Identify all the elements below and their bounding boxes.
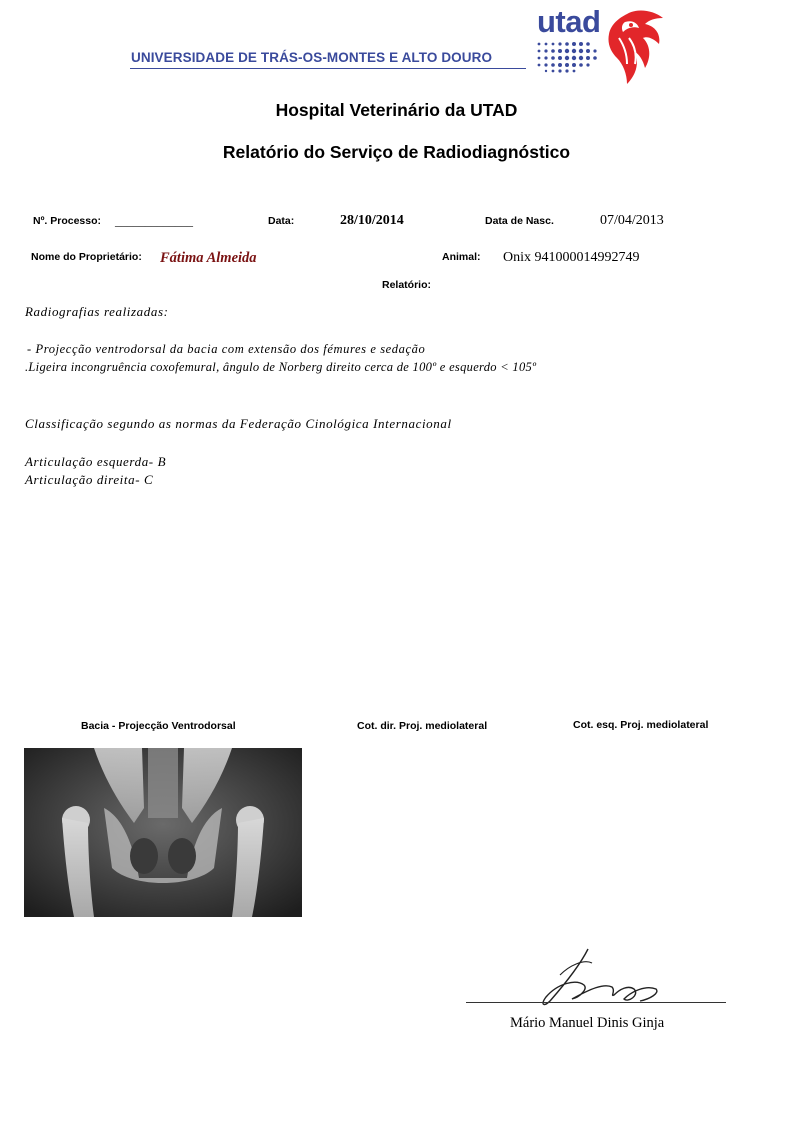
proprietario-value: Fátima Almeida [160, 250, 257, 266]
body-line-3: .Ligeira incongruência coxofemural, ângulo de Norberg direito cerca de 100º e esquerdo < 105º [25, 360, 537, 374]
body-line-5: Articulação esquerda- B [25, 454, 167, 469]
header-rule [130, 68, 526, 69]
nasc-value: 07/04/2013 [600, 213, 664, 228]
utad-logo-text: utad [537, 4, 601, 39]
pelvis-xray-image [24, 748, 302, 917]
animal-label: Animal: [442, 251, 481, 263]
relatorio-label: Relatório: [382, 279, 432, 291]
signature-line [466, 1002, 726, 1003]
body-line-1: Radiografias realizadas: [25, 304, 169, 319]
signature-icon [500, 945, 670, 1010]
data-value: 28/10/2014 [340, 213, 404, 228]
animal-value: Onix 941000014992749 [503, 250, 640, 265]
body-line-6: Articulação direita- C [25, 472, 154, 487]
nasc-label: Data de Nasc. [485, 215, 554, 227]
utad-dots-icon [536, 40, 606, 74]
processo-label: Nº. Processo: [33, 215, 102, 227]
body-line-2: - Projecção ventrodorsal da bacia com extensão dos fémures e sedação [27, 342, 426, 356]
university-name: UNIVERSIDADE DE TRÁS-OS-MONTES E ALTO DOURO [131, 50, 493, 65]
data-label: Data: [268, 215, 295, 227]
caption-bacia: Bacia - Projecção Ventrodorsal [81, 720, 236, 732]
hospital-title: Hospital Veterinário da UTAD [275, 100, 518, 120]
utad-bird-logo-icon [597, 8, 667, 86]
proprietario-label: Nome do Proprietário: [31, 251, 142, 263]
signatory-name: Mário Manuel Dinis Ginja [510, 1015, 665, 1031]
body-line-4: Classificação segundo as normas da Federação Cinológica Internacional [25, 416, 452, 431]
caption-cot-dir: Cot. dir. Proj. mediolateral [357, 720, 488, 732]
report-title: Relatório do Serviço de Radiodiagnóstico [222, 142, 571, 162]
processo-value: _____________ [115, 214, 193, 228]
caption-cot-esq: Cot. esq. Proj. mediolateral [573, 719, 709, 731]
